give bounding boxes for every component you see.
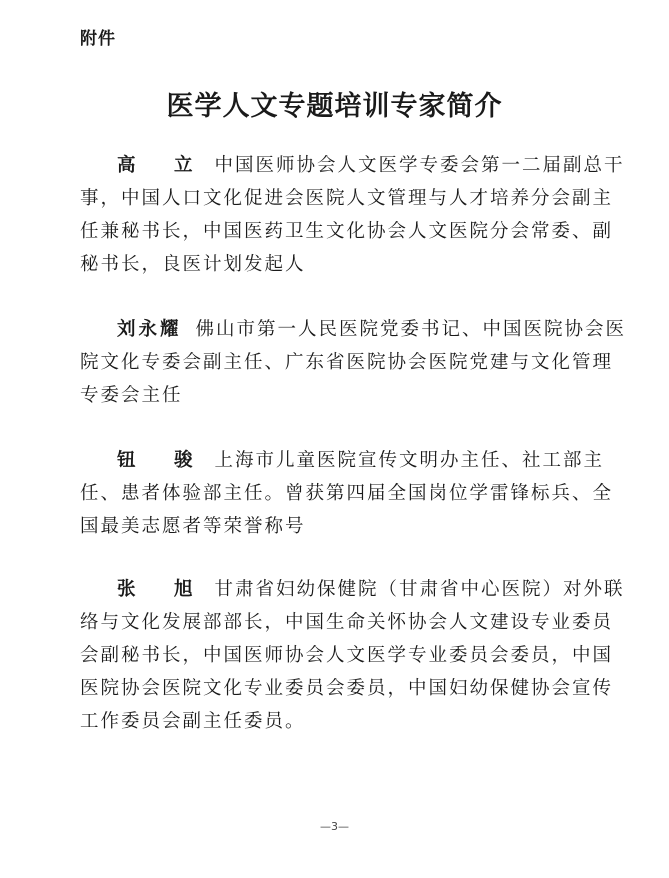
expert-entry <box>80 149 628 281</box>
expert-bio: 中国医师协会人文医学专委会第一二届副总干事，中国人口文化促进会医院人文管理与人才培养分会副主任兼秘书长，中国医药卫生文化协会人文医院分会常委、副秘书长，良医计划发起人 <box>80 155 625 275</box>
expert-name: 刘永耀 <box>117 319 182 340</box>
expert-name: 钮 骏 <box>117 450 209 471</box>
expert-bio: 上海市儿童医院宣传文明办主任、社工部主任、患者体验部主任。曾获第四届全国岗位学雷锋标兵、全国最美志愿者等荣誉称号 <box>80 450 614 537</box>
expert-entry <box>80 573 628 738</box>
expert-entry <box>80 444 628 543</box>
expert-entry <box>80 313 628 412</box>
expert-name: 高 立 <box>117 155 209 176</box>
page-title: 医学人文专题培训专家简介 <box>166 91 503 122</box>
page-number: —3— <box>320 820 349 833</box>
expert-bio: 佛山市第一人民医院党委书记、中国医院协会医院文化专委会副主任、广东省医院协会医院党建与文化管理专委会主任 <box>80 319 627 406</box>
expert-name: 张 旭 <box>117 579 209 600</box>
attachment-label: 附件 <box>80 29 116 49</box>
expert-bio: 甘肃省妇幼保健院（甘肃省中心医院）对外联络与文化发展部部长，中国生命关怀协会人文建设专业委员会副秘书长，中国医师协会人文医学专业委员会委员，中国医院协会医院文化专业委员会委员，中国妇幼保健协会宣传工作委员会副主任委员。 <box>80 579 625 732</box>
